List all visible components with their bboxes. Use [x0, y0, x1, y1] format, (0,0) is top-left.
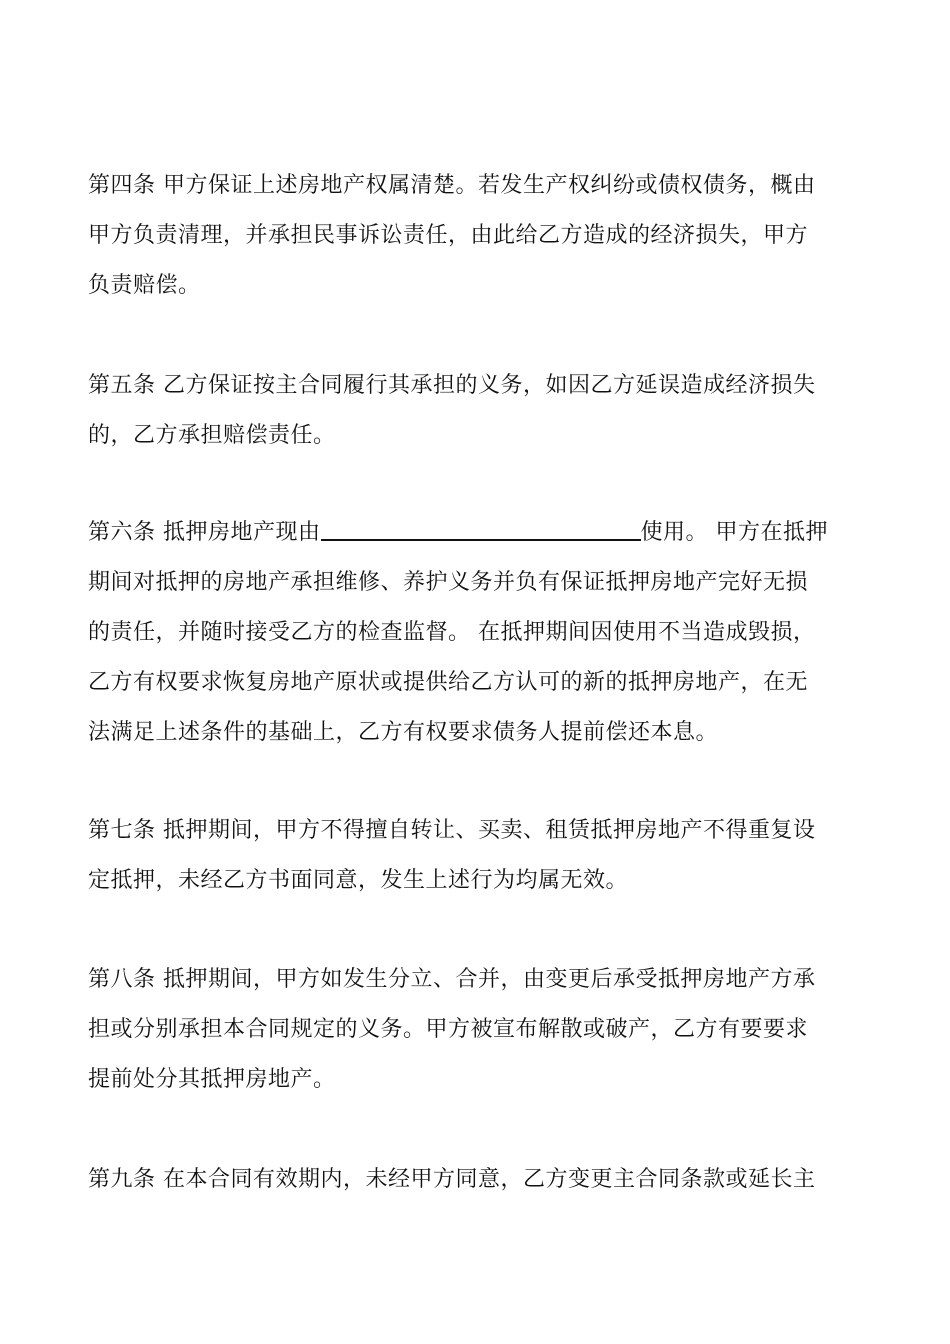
article-8: [88, 955, 868, 1105]
article-line: 法满足上述条件的基础上，乙方有权要求债务人提前偿还本息。: [88, 720, 719, 745]
article-line: 第四条 甲方保证上述房地产权属清楚。若发生产权纠纷或债权债务，概由: [88, 173, 816, 198]
article-6-suffix: 使用。 甲方在抵押: [640, 520, 828, 545]
article-6-prefix: 第六条 抵押房地产现由: [88, 520, 321, 545]
article-6: [88, 508, 868, 758]
article-line: 的责任，并随时接受乙方的检查监督。 在抵押期间因使用不当造成毁损，: [88, 620, 816, 645]
article-line: 甲方负责清理，并承担民事诉讼责任，由此给乙方造成的经济损失，甲方: [88, 223, 809, 248]
article-line: 提前处分其抵押房地产。: [88, 1067, 336, 1092]
article-line: 定抵押，未经乙方书面同意，发生上述行为均属无效。: [88, 868, 629, 893]
article-line: 的，乙方承担赔偿责任。: [88, 423, 336, 448]
article-5: [88, 361, 868, 461]
article-9: [88, 1155, 868, 1205]
fill-in-blank: [321, 517, 641, 541]
article-4: [88, 161, 868, 311]
article-line: 担或分别承担本合同规定的义务。甲方被宣布解散或破产，乙方有要要求: [88, 1017, 809, 1042]
article-line: 负责赔偿。: [88, 273, 201, 298]
article-line: 第八条 抵押期间，甲方如发生分立、合并，由变更后承受抵押房地产方承: [88, 967, 816, 992]
article-line: 乙方有权要求恢复房地产原状或提供给乙方认可的新的抵押房地产，在无: [88, 670, 809, 695]
article-line: 第七条 抵押期间，甲方不得擅自转让、买卖、租赁抵押房地产不得重复设: [88, 818, 816, 843]
article-line: 第九条 在本合同有效期内，未经甲方同意，乙方变更主合同条款或延长主: [88, 1167, 816, 1192]
article-line: 第五条 乙方保证按主合同履行其承担的义务，如因乙方延误造成经济损失: [88, 373, 816, 398]
article-line: 期间对抵押的房地产承担维修、养护义务并负有保证抵押房地产完好无损: [88, 570, 809, 595]
article-line-with-blank: [88, 508, 868, 558]
article-7: [88, 806, 868, 906]
